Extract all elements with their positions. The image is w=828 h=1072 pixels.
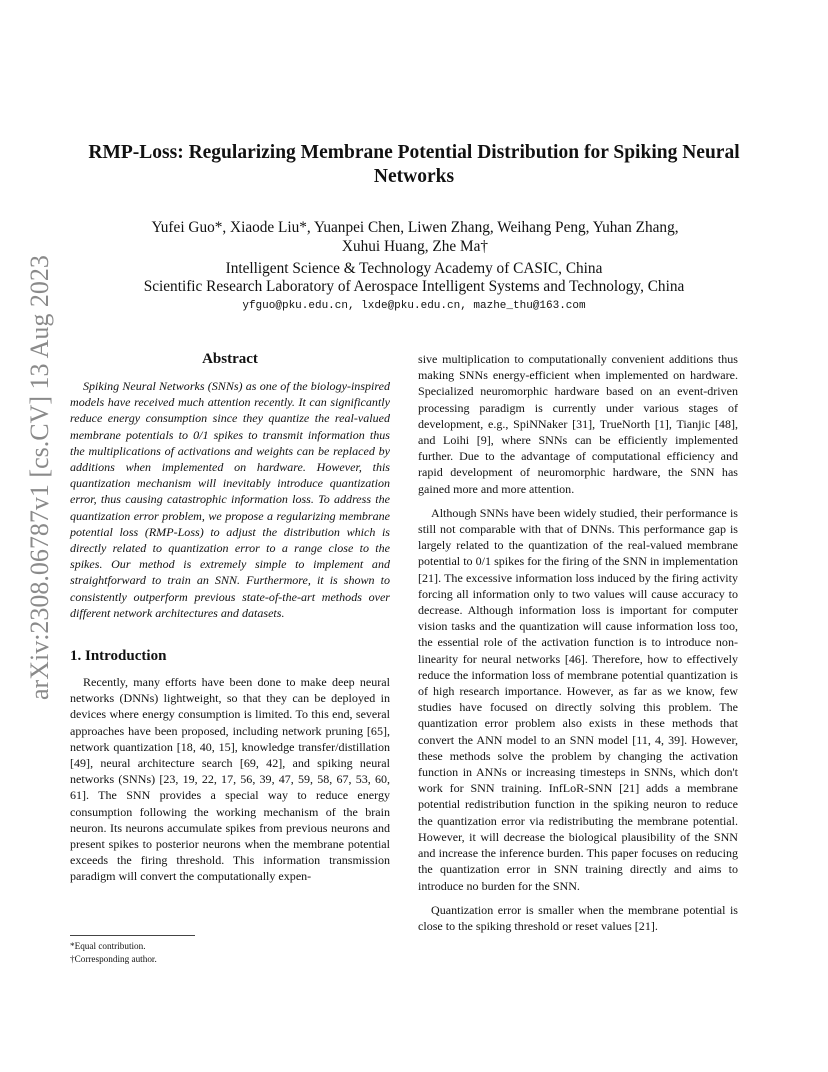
- left-column: [70, 350, 390, 885]
- arxiv-identifier: arXiv:2308.06787v1 [cs.CV] 13 Aug 2023: [25, 255, 54, 700]
- footnote-corresponding-author: †Corresponding author.: [70, 954, 157, 964]
- footnote-divider: [70, 935, 195, 936]
- abstract-text: Spiking Neural Networks (SNNs) as one of the biology-inspired models have received much attention recently. It can significantly reduce energy consumption since they quantize the real-valued membrane potentials to 0/1 spikes to transmit information thus the multiplications of activations and weights can be replaced by additions when implemented on hardware. However, this quantization mechanism will inevitably introduce quantization error, thus causing catastrophic information loss. To address the quantization error problem, we propose a regularizing membrane potential loss (RMP-Loss) to adjust the distribution which is directly related to quantization error to a range close to the spikes. Our method is extremely simple to implement and straightforward to train an SNN. Furthermore, it is shown to consistently outperform previous state-of-the-art methods over different network architectures and datasets.: [70, 379, 390, 620]
- affiliation-1: Intelligent Science & Technology Academy of CASIC, China: [225, 260, 603, 277]
- authors-line-1: Yufei Guo*, Xiaode Liu*, Yuanpei Chen, Liwen Zhang, Weihang Peng, Yuhan Zhang,: [151, 219, 679, 236]
- introduction-heading: 1. Introduction: [70, 648, 167, 665]
- intro-paragraph-1: Recently, many efforts have been done to make deep neural networks (DNNs) lightweight, so that they can be deployed in devices where energy consumption is limited. To this end, several approaches have been proposed, including network pruning [65], network quantization [18, 40, 15], knowledge transfer/distillation [49], neural architecture search [69, 42], and spiking neural networks (SNNs) [23, 19, 22, 17, 56, 39, 47, 59, 58, 67, 53, 60, 61]. The SNN provides a special way to reduce energy consumption following the working mechanism of the brain neuron. Its neurons accumulate spikes from previous neurons and present spikes to posterior neurons when the membrane potential exceeds the firing threshold. This information transmission paradigm will convert the computationally expen-: [70, 675, 390, 884]
- authors-line-2: Xuhui Huang, Zhe Ma†: [341, 238, 489, 255]
- abstract-heading: Abstract: [202, 351, 258, 367]
- body-paragraph-continued: sive multiplication to computationally convenient additions thus making SNNs energy-efficient when implemented on hardware. Specialized neuromorphic hardware based on an event-driven processing paradigm is currently under various stages of development, e.g., SpiNNaker [31], TrueNorth [1], Tianjic [48], and Loihi [9], where SNNs can be efficiently implemented further. Due to the advantage of computational efficiency and rapid development of neuromorphic hardware, the SNN has gained more and more attention.: [418, 352, 738, 496]
- body-paragraph-3: Quantization error is smaller when the membrane potential is close to the spiking threshold or reset values [21].: [418, 902, 738, 933]
- paper-title: RMP-Loss: Regularizing Membrane Potential Distribution for Spiking Neural Networks: [88, 142, 740, 187]
- body-paragraph-2: Although SNNs have been widely studied, their performance is still not comparable with that of DNNs. This performance gap is largely related to the quantization of the real-valued membrane potential to 0/1 spikes for the firing of the SNN in implementation [21]. The excessive information loss induced by the firing activity forcing all information only to two values will cause accuracy to decrease. Although information loss is important for computer vision tasks and the quantization will cause information loss too, the essential role of the activation function is to introduce non-linearity for neural networks [46]. Therefore, how to effectively reduce the information loss of membrane potential quantization is of high research importance. However, as far as we know, few studies have focused on directly solving this problem. The quantization error problem also exists in these methods that convert the ANN model to an SNN model [11, 4, 39]. However, these methods solve the problem by changing the activation function in ANNs or increasing timesteps in SNNs, which don't work for SNN training. InfLoR-SNN [21] adds a membrane potential redistribution function in the spiking neuron to reduce the quantization error via redistributing the membrane potential. However, it will decrease the biological plausibility of the SNN and increase the inference burden. This paper focuses on reducing the quantization error in SNN training directly and aims to introduce no burden for the SNN.: [418, 505, 738, 893]
- author-emails: yfguo@pku.edu.cn, lxde@pku.edu.cn, mazhe_thu@163.com: [242, 300, 586, 312]
- affiliation-2: Scientific Research Laboratory of Aerospace Intelligent Systems and Technology, China: [143, 278, 685, 295]
- footnote-equal-contribution: *Equal contribution.: [70, 941, 146, 951]
- right-column: [418, 351, 738, 934]
- author-list: [90, 218, 740, 256]
